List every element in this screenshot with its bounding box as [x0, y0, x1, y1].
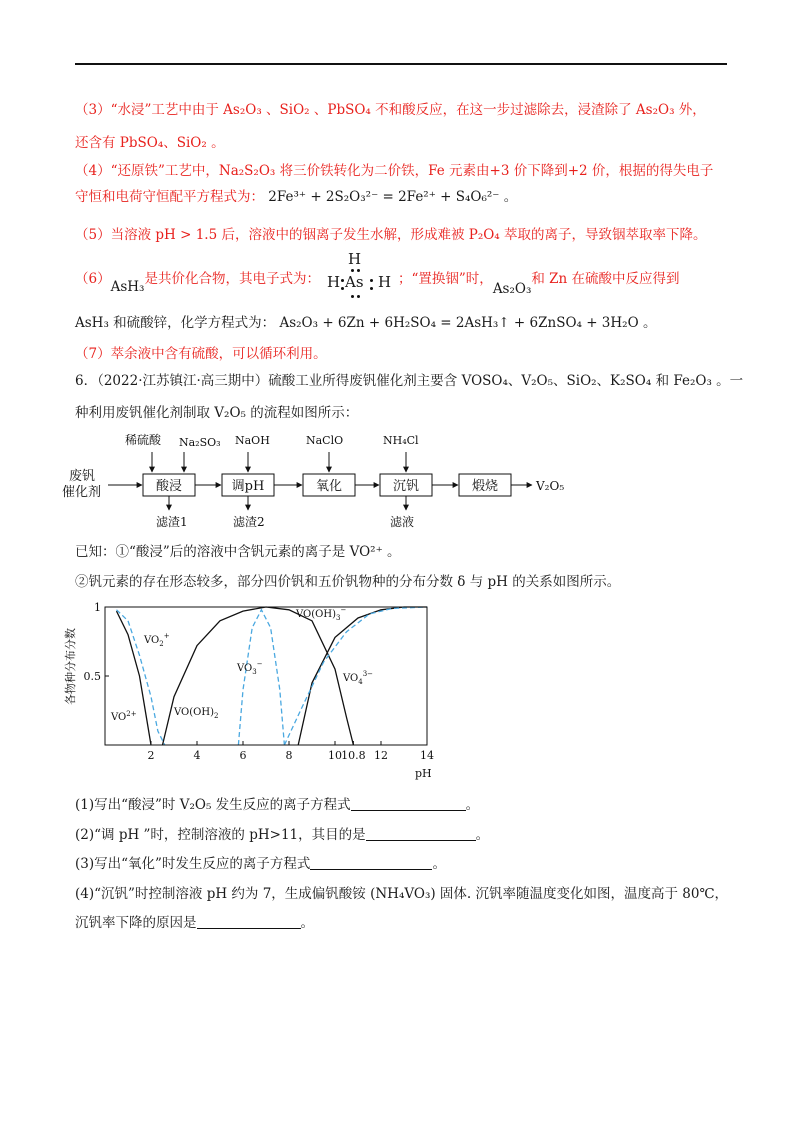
- answer-6-text1: 是共价化合物，其电子式为：: [144, 271, 320, 287]
- answer-blank[interactable]: [197, 914, 301, 929]
- series-label-vo2plus2: $VO^{2+}$: [111, 710, 137, 723]
- reagent-label: NaOH: [235, 434, 270, 447]
- answer-6-tail: [398, 269, 680, 297]
- answer-6-equation: As₂O₃ + 6Zn + 6H₂SO₄ = 2AsH₃↑ + 6ZnSO₄ + 3H₂O 。: [279, 315, 657, 331]
- y-axis-label: 各物种分布分数: [64, 628, 77, 705]
- answer-blank[interactable]: [366, 826, 476, 841]
- known-line1: 已知：①“酸浸”后的溶液中含钒元素的离子是 VO²⁺ 。: [75, 544, 401, 560]
- x-tick-label: 4: [193, 749, 201, 762]
- x-tick-label: 2: [147, 749, 155, 762]
- step-label: 煅烧: [471, 479, 499, 494]
- x-axis-label: pH: [415, 767, 432, 780]
- lone-pair-dot: [357, 269, 360, 272]
- answer-3-line1: （3）“水浸”工艺中由于 As₂O₃ 、SiO₂ 、PbSO₄ 不和酸反应，在这一步过滤除去，浸渣除了 As₂O₃ 外，: [75, 102, 706, 118]
- answer-6-text4: AsH₃ 和硫酸锌，化学方程式为：: [75, 315, 276, 331]
- lone-pair-dot: [370, 287, 373, 290]
- answer-blank[interactable]: [351, 796, 466, 811]
- feed-label-2: 催化剂: [62, 485, 102, 500]
- series-line-3: [117, 610, 165, 745]
- answer-3-line2: 还含有 PbSO₄、SiO₂ 。: [75, 135, 225, 151]
- subquestion-3-text: (3)写出“氧化”时发生反应的离子方程式: [75, 856, 311, 872]
- lewis-h-left: H: [327, 273, 341, 291]
- subquestion-1: [75, 795, 479, 815]
- distribution-chart: [60, 597, 460, 787]
- y-tick-label: 0.5: [83, 670, 101, 683]
- subquestion-1-text: (1)写出“酸浸”时 V₂O₅ 发生反应的离子方程式: [75, 797, 351, 813]
- reagent-label: 稀硫酸: [125, 433, 162, 447]
- subquestion-4-line2: [75, 913, 314, 933]
- chart-labels-group: [110, 606, 373, 723]
- output-label: 滤液: [390, 515, 415, 529]
- answer-4-text: 守恒和电荷守恒配平方程式为：: [75, 189, 264, 205]
- series-label-vooh2: $VO(OH)_2$: [174, 707, 219, 720]
- step-label: 调pH: [231, 479, 265, 494]
- formula-as2o3: As₂O₃: [492, 281, 532, 297]
- x-tick-label: 10: [328, 749, 342, 762]
- period: 。: [465, 797, 480, 813]
- x-tick-label: 12: [374, 749, 388, 762]
- y-tick-label: 1: [94, 601, 101, 614]
- subquestion-3: [75, 854, 446, 874]
- lone-pair-dot: [357, 295, 360, 298]
- period: 。: [432, 856, 446, 872]
- series-label-vooh3minus: $VO(OH)_3^-$: [296, 606, 347, 622]
- answer-blank[interactable]: [310, 855, 432, 870]
- x-tick-label: 8: [285, 749, 293, 762]
- x-tick-label: 14: [420, 749, 434, 762]
- output-label: 滤渣2: [233, 515, 265, 529]
- answer-6-text2: ；“置换铟”时，: [398, 271, 493, 287]
- answer-4-equation: 2Fe³⁺ + 2S₂O₃²⁻ = 2Fe²⁺ + S₄O₆²⁻ 。: [268, 189, 518, 205]
- formula-ash3: AsH₃: [110, 279, 145, 295]
- series-line-1: [163, 607, 354, 745]
- subquestion-2: [75, 825, 489, 845]
- lewis-h-top: H: [348, 250, 362, 268]
- lewis-as: As: [345, 273, 364, 291]
- feed-label-1: 废钒: [69, 469, 96, 484]
- answer-7-line1: （7）萃余液中含有硫酸，可以循环利用。: [75, 346, 327, 362]
- answer-6-text3: 和 Zn 在硫酸中反应得到: [531, 271, 680, 287]
- answer-4-line2: [75, 187, 517, 207]
- question-6-line2: 种利用废钒催化剂制取 V₂O₅ 的流程如图所示：: [75, 405, 359, 421]
- header-rule: [75, 63, 727, 65]
- step-label: 酸浸: [155, 479, 183, 494]
- answer-6-line1: [75, 269, 320, 295]
- answer-4-line1: （4）“还原铁”工艺中，Na₂S₂O₃ 将三价铁转化为二价铁，Fe 元素由+3 价下降到+2 价，根据的得失电子: [75, 163, 714, 179]
- reagent-label: NH₄Cl: [383, 434, 419, 447]
- subquestion-2-text: (2)“调 pH ”时，控制溶液的 pH>11，其目的是: [75, 827, 366, 843]
- period: 。: [300, 915, 314, 931]
- series-line-4: [238, 610, 284, 745]
- step-label: 沉钒: [392, 479, 420, 494]
- plot-frame: [105, 607, 427, 745]
- answer-6-line2: [75, 313, 656, 333]
- process-flow-diagram: [60, 430, 580, 535]
- lewis-h-right: H: [378, 273, 392, 291]
- subquestion-4-text: 沉钒率下降的原因是: [75, 915, 197, 931]
- question-6-line1: 6．（2022·江苏镇江·高三期中）硫酸工业所得废钒催化剂主要含 VOSO₄、V₂O₅、SiO₂、K₂SO₄ 和 Fe₂O₃ 。一: [75, 373, 744, 389]
- output-label: 滤渣1: [156, 515, 188, 529]
- lone-pair-dot: [370, 279, 373, 282]
- lone-pair-dot: [351, 269, 354, 272]
- reagent-label: NaClO: [306, 434, 344, 447]
- lone-pair-dot: [341, 287, 344, 290]
- lone-pair-dot: [341, 279, 344, 282]
- chart-series-group: [117, 607, 428, 745]
- x-tick-label: 6: [239, 749, 247, 762]
- subquestion-4-line1: (4)“沉钒”时控制溶液 pH 约为 7，生成偏钒酸铵 (NH₄VO₃) 固体. 沉钒率随温度变化如图，温度高于 80℃，: [75, 886, 729, 902]
- x-tick-label: 10.8: [341, 749, 366, 762]
- lone-pair-dot: [351, 295, 354, 298]
- chart-axes-group: [63, 601, 434, 780]
- step-label: 氧化: [315, 479, 343, 494]
- series-label-vo43minus: $VO_4^{3-}$: [343, 670, 374, 686]
- answer-5-line1: （5）当溶液 pH > 1.5 后，溶液中的铟离子发生水解，形成难被 P₂O₄ 萃取的离子，导致铟萃取率下降。: [75, 227, 707, 243]
- period: 。: [475, 827, 490, 843]
- answer-6-prefix: （6）: [75, 271, 111, 287]
- product-label: V₂O₅: [536, 479, 565, 493]
- series-label-vo3minus: $VO_3^-$: [237, 660, 263, 676]
- known-line2: ②钒元素的存在形态较多，部分四价钒和五价钒物种的分布分数 δ 与 pH 的关系如图所示。: [75, 574, 621, 590]
- reagent-label: Na₂SO₃: [179, 436, 221, 449]
- series-label-vo2plus: $VO_2^+$: [144, 632, 170, 648]
